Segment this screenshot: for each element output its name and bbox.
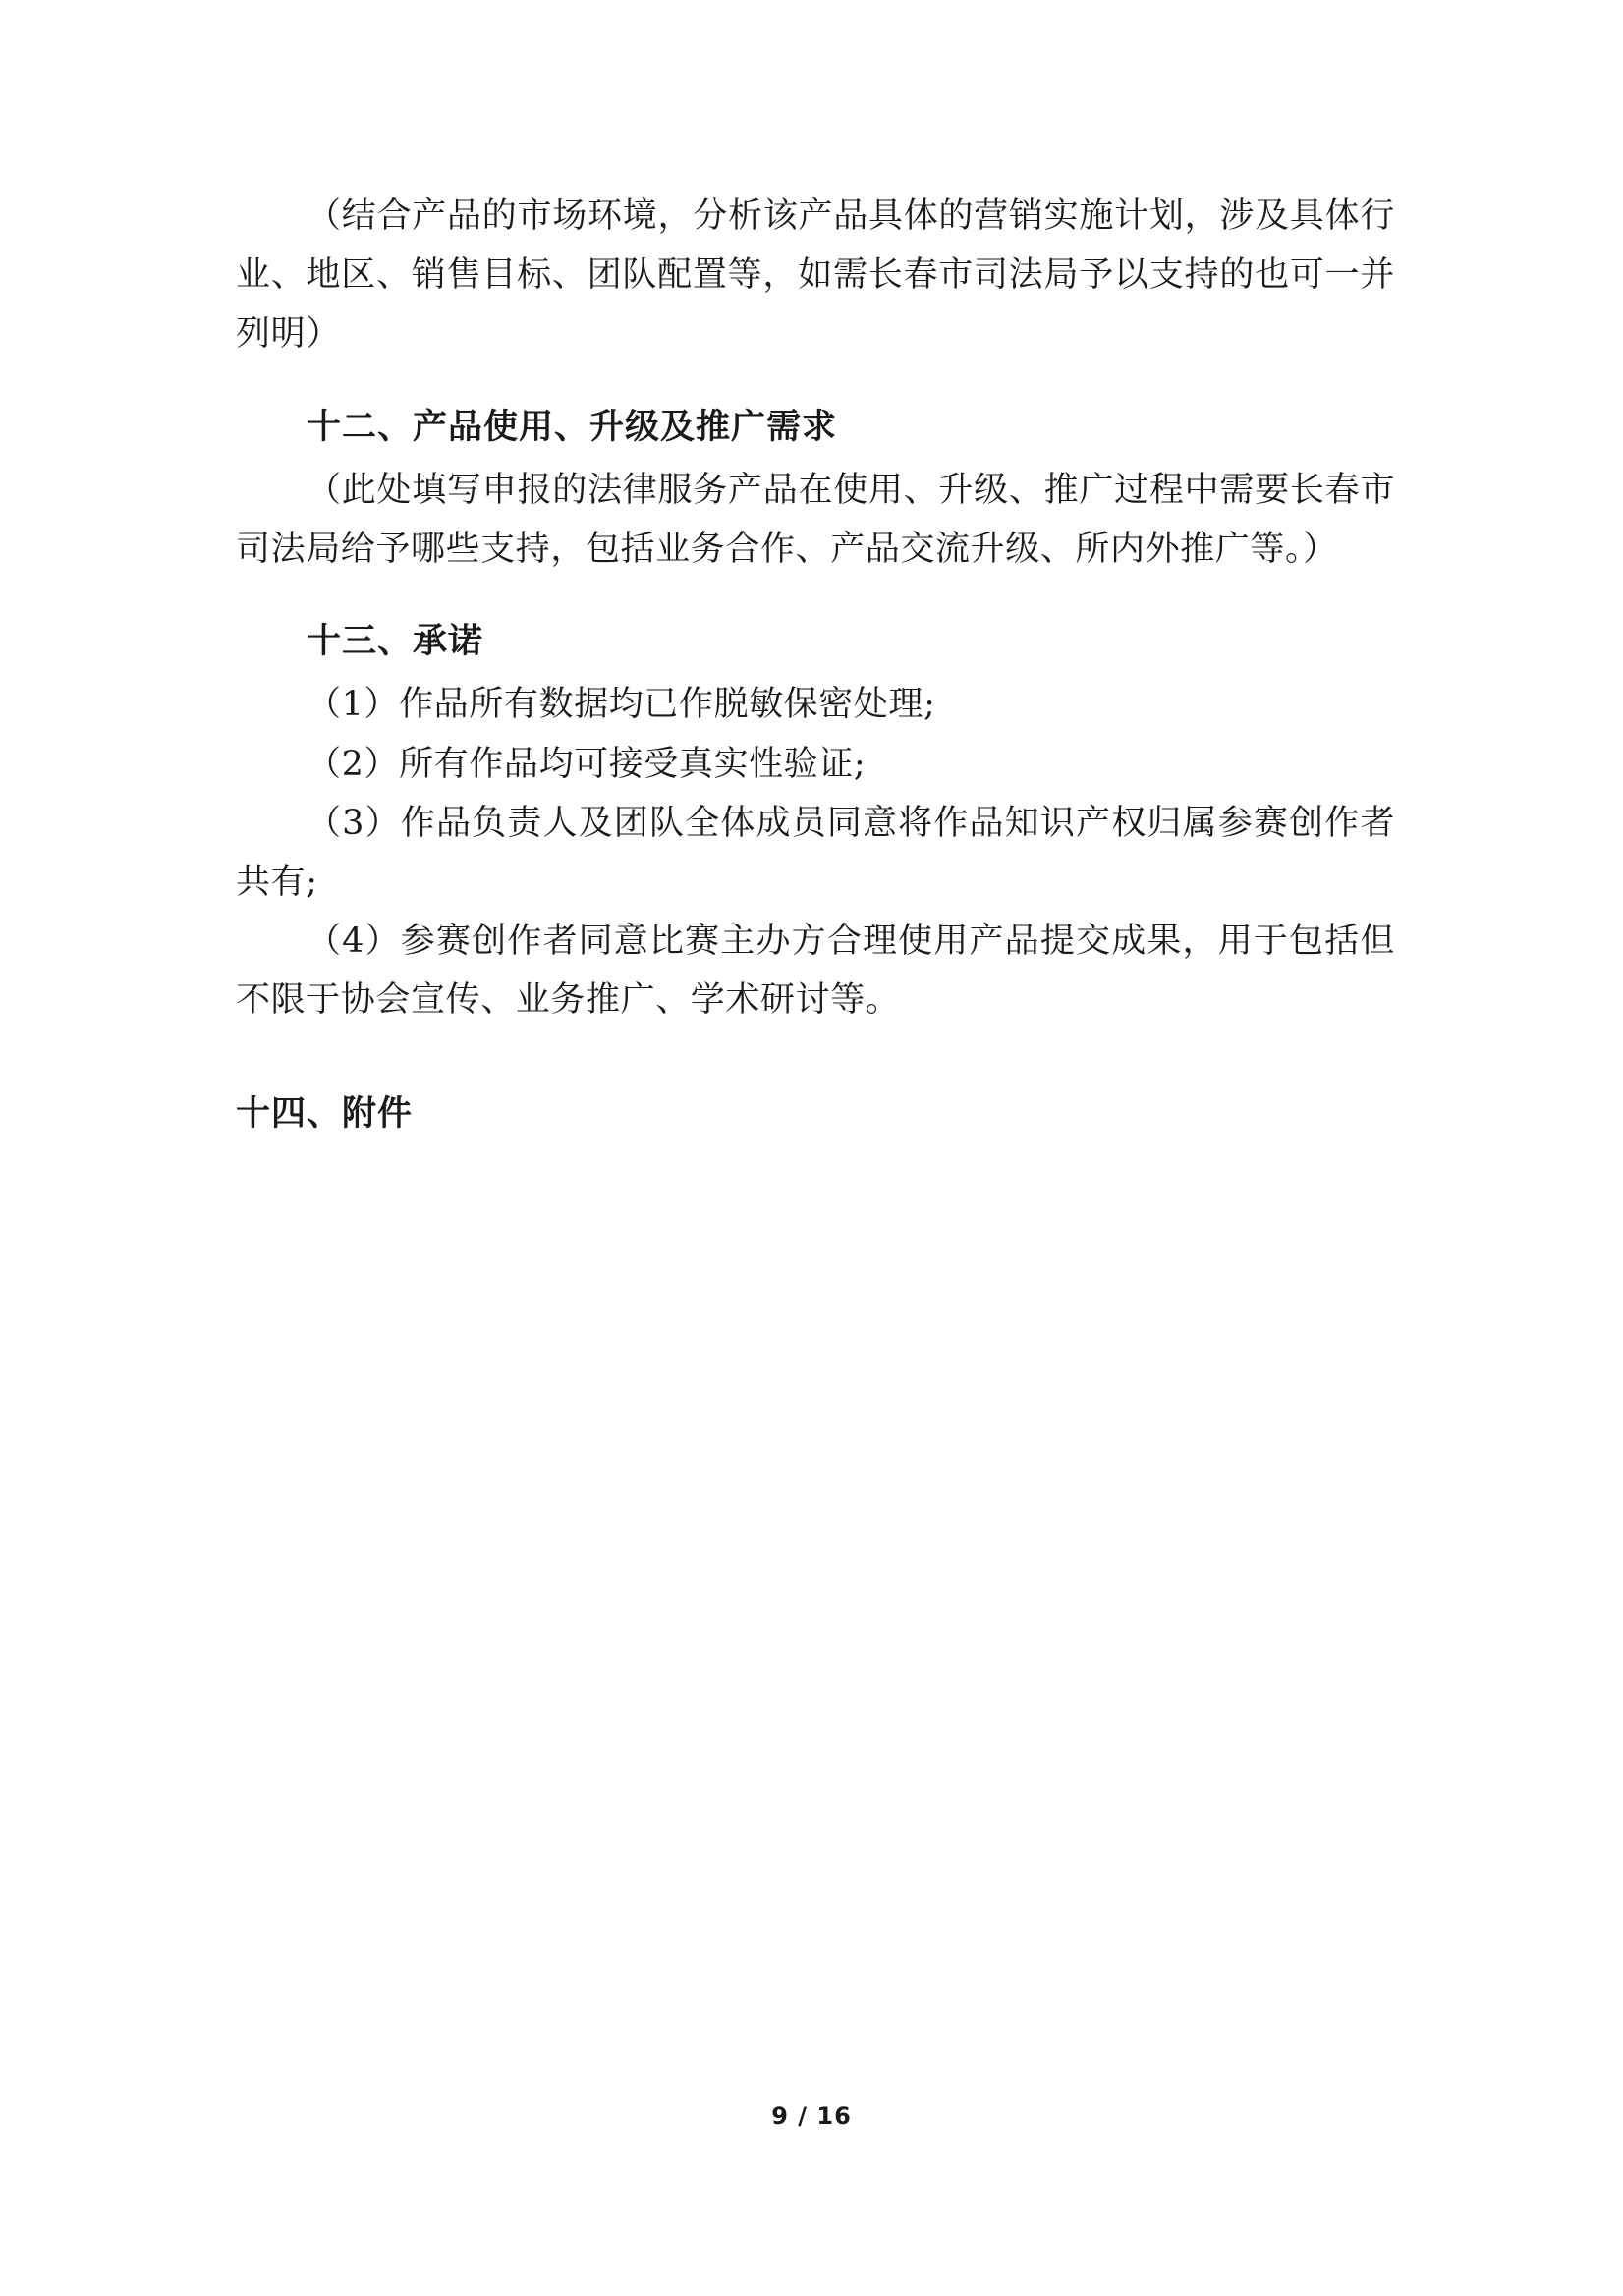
page-content [236, 187, 1395, 1148]
section-heading-twelve: 十二、产品使用、升级及推广需求 [307, 407, 838, 447]
section-heading-thirteen: 十三、承诺 [307, 622, 484, 662]
page-number-footer: 9 / 16 [771, 2102, 852, 2130]
intro-note-paragraph: （结合产品的市场环境，分析该产品具体的营销实施计划，涉及具体行业、地区、销售目标、团队配置等，如需长春市司法局予以支持的也可一并列明） [236, 196, 1395, 355]
list-item: （4）参赛创作者同意比赛主办方合理使用产品提交成果，用于包括但不限于协会宣传、业务推广、学术研讨等。 [236, 922, 1395, 1021]
list-item: （1）作品所有数据均已作脱敏保密处理; [307, 685, 936, 725]
section-twelve-note: （此处填写申报的法律服务产品在使用、升级、推广过程中需要长春市司法局给予哪些支持，包括业务合作、产品交流升级、所内外推广等。） [236, 470, 1395, 569]
list-item: （3）作品负责人及团队全体成员同意将作品知识产权归属参赛创作者共有; [236, 803, 1395, 902]
section-heading-fourteen: 十四、附件 [236, 1094, 414, 1135]
list-item: （2）所有作品均可接受真实性验证; [307, 744, 867, 784]
